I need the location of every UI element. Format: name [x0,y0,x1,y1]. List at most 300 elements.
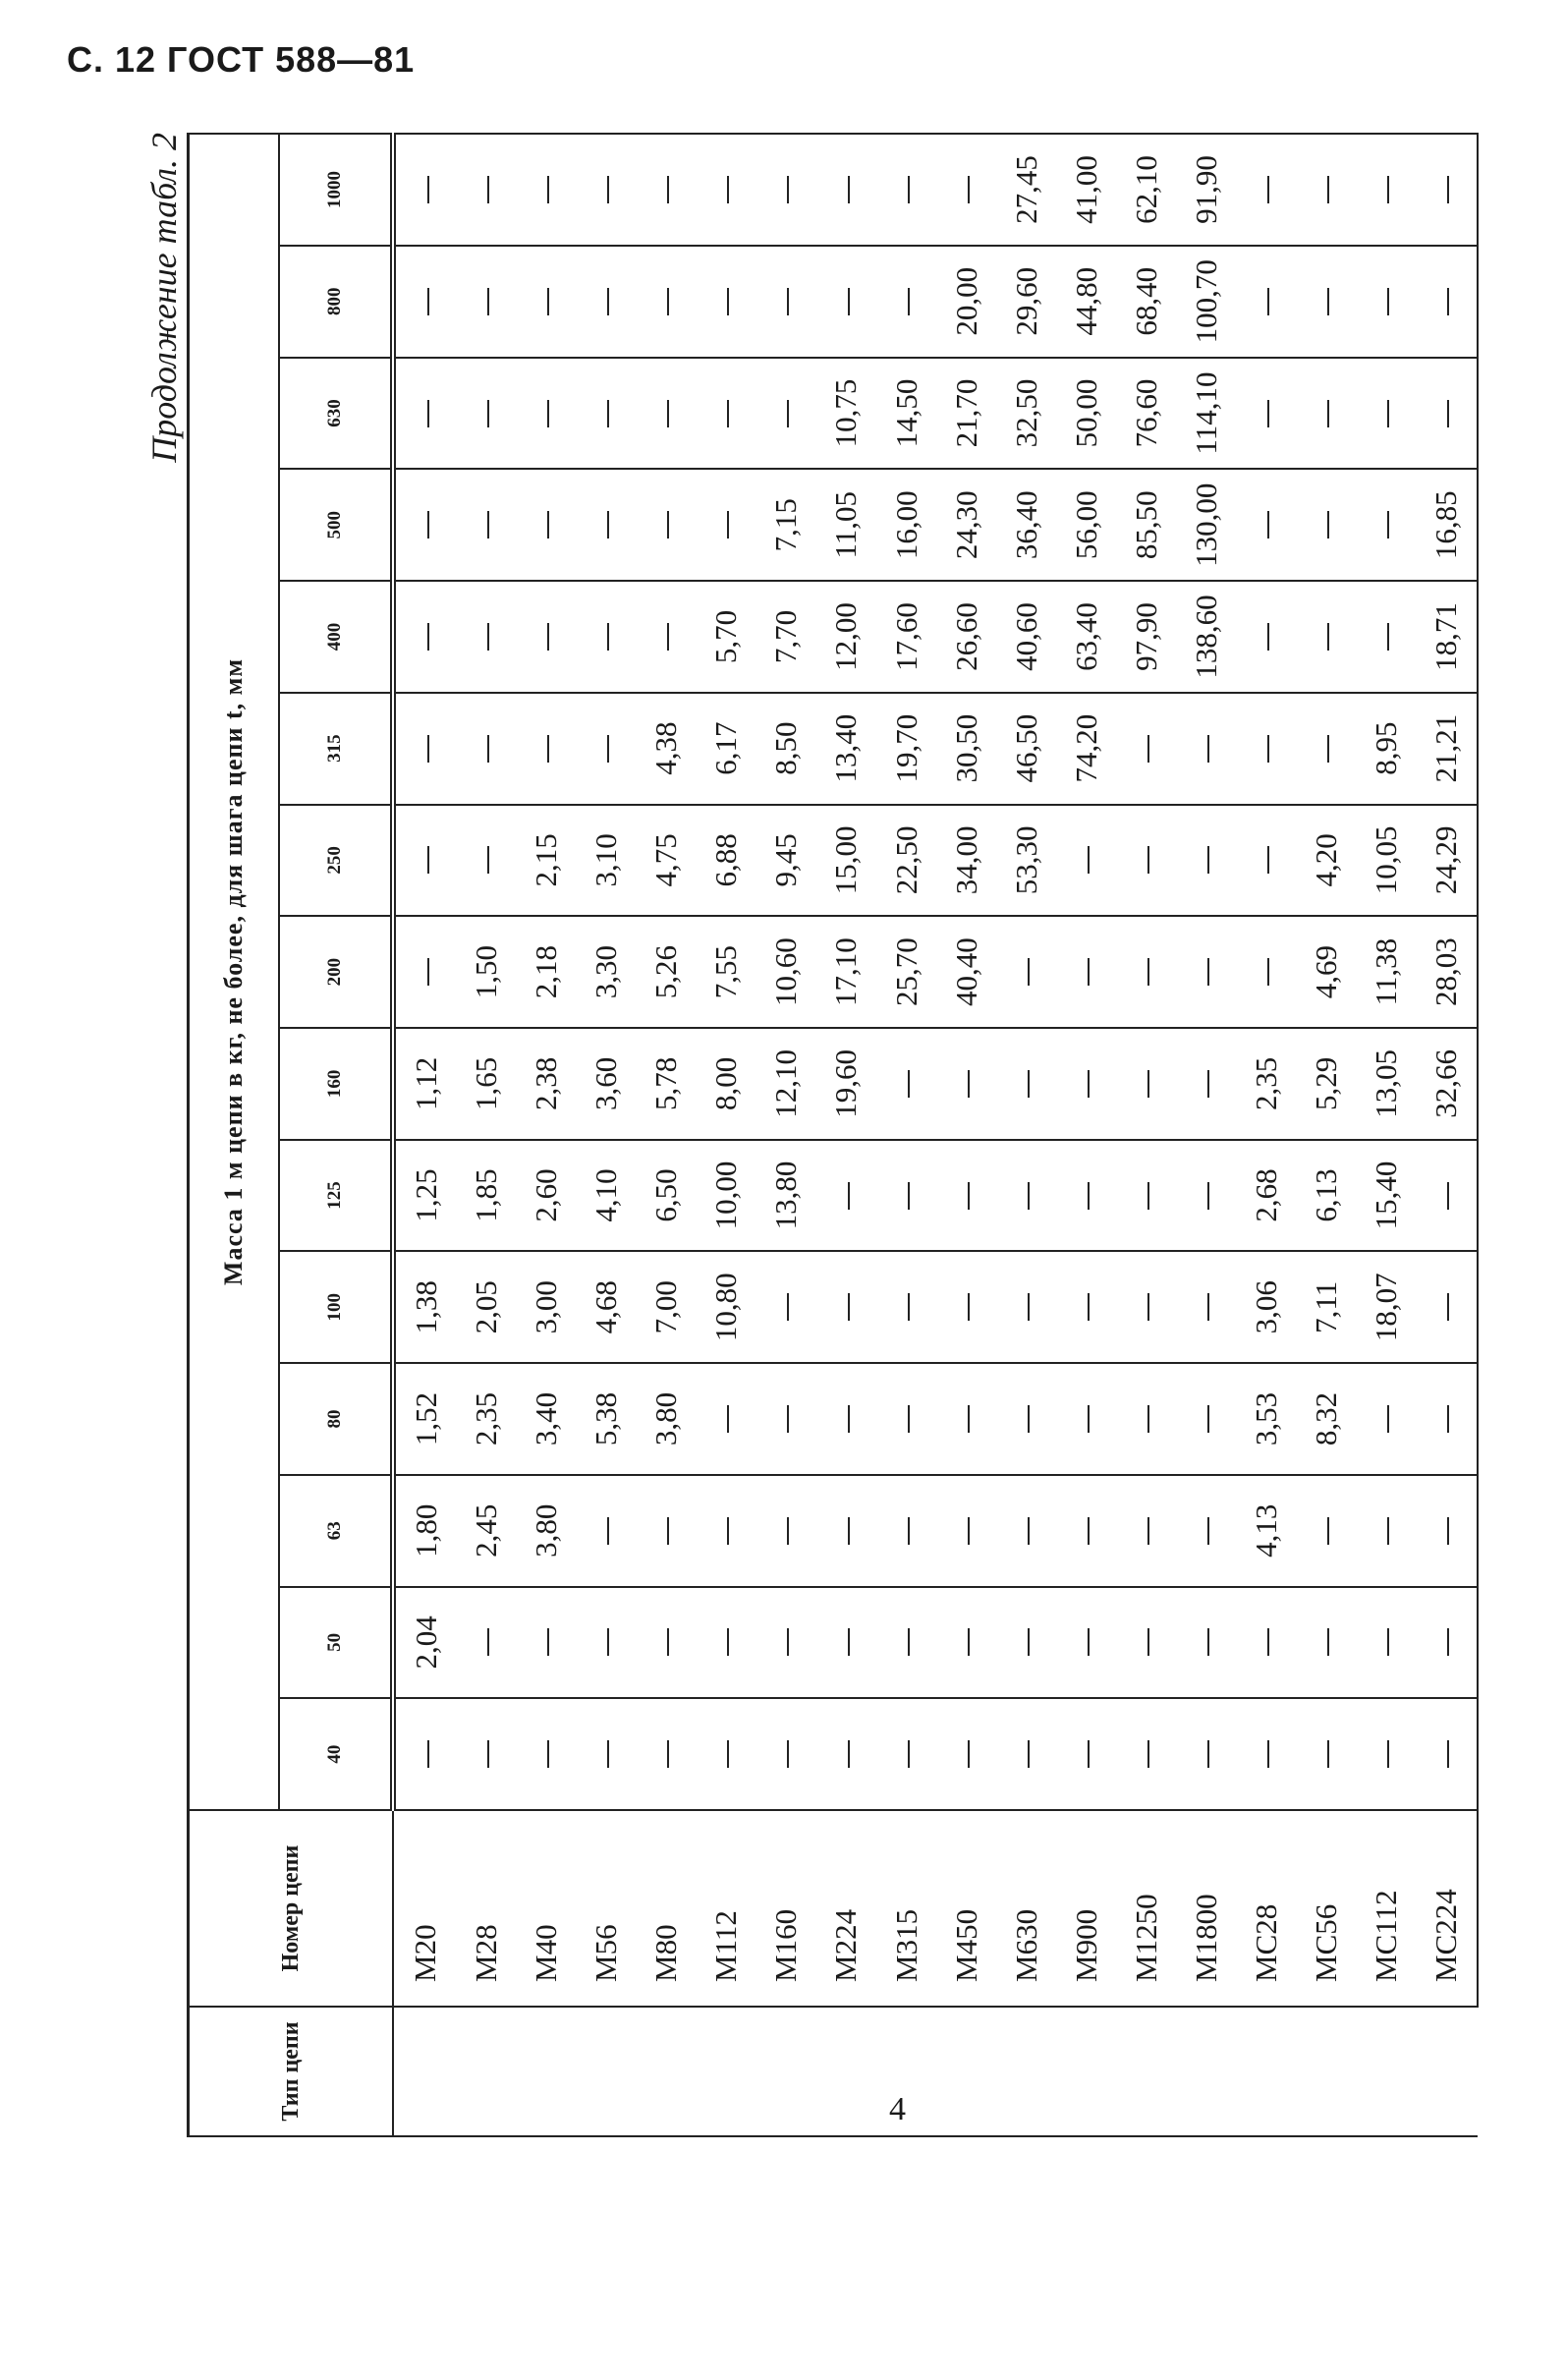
dash-mark [607,1517,609,1545]
empty-dash-cell [697,246,756,358]
dash-mark [1447,400,1449,427]
dash-mark [1088,1070,1090,1098]
dash-mark [968,1405,970,1433]
dash-mark [1207,735,1209,763]
dash-mark [1327,735,1329,763]
mass-value-cell: 36,40 [996,469,1056,581]
mass-value-cell: 4,69 [1296,916,1356,1028]
mass-value-cell: 7,55 [697,916,756,1028]
dash-mark [547,623,549,651]
empty-dash-cell [1356,134,1416,246]
dash-mark [1267,176,1269,203]
empty-dash-cell [1056,1587,1116,1699]
empty-dash-cell [1176,1363,1236,1475]
dash-mark [1447,1628,1449,1656]
mass-value-cell: 5,78 [637,1028,697,1140]
mass-value-cell: 97,90 [1116,581,1176,693]
empty-dash-cell [816,246,876,358]
table-row [1356,134,1416,2136]
empty-dash-cell [1176,1251,1236,1363]
empty-dash-cell [1056,1475,1116,1587]
mass-value-cell: 4,20 [1296,805,1356,917]
empty-dash-cell [876,1140,936,1252]
empty-dash-cell [393,1698,457,1810]
table-row [577,134,637,2136]
table-row [1236,134,1296,2136]
mass-value-cell: 91,90 [1176,134,1236,246]
empty-dash-cell [1056,1363,1116,1475]
empty-dash-cell [756,1587,816,1699]
empty-dash-cell [1056,805,1116,917]
empty-dash-cell [393,916,457,1028]
dash-mark [848,1628,850,1656]
dash-mark [787,1405,789,1433]
dash-mark [487,735,489,763]
empty-dash-cell [393,805,457,917]
dash-mark [968,1182,970,1210]
empty-dash-cell [1417,246,1478,358]
dash-mark [1088,1293,1090,1321]
empty-dash-cell [637,246,697,358]
dash-mark [1207,846,1209,874]
dash-mark [968,1070,970,1098]
mass-value-cell: 24,29 [1417,805,1478,917]
dash-mark [427,288,429,315]
dash-mark [848,1405,850,1433]
empty-dash-cell [1176,1698,1236,1810]
mass-value-cell: 2,15 [517,805,577,917]
dash-mark [1147,1628,1149,1656]
empty-dash-cell [1356,1698,1416,1810]
chain-number-cell: МС224 [1417,1810,1478,2007]
chain-number-cell: М20 [393,1810,457,2007]
dash-mark [547,1740,549,1768]
empty-dash-cell [996,1587,1056,1699]
mass-value-cell: 21,70 [936,358,996,470]
mass-value-cell: 5,26 [637,916,697,1028]
empty-dash-cell [577,581,637,693]
empty-dash-cell [697,1363,756,1475]
dash-mark [1147,1293,1149,1321]
dash-mark [727,400,729,427]
dash-mark [487,623,489,651]
empty-dash-cell [876,134,936,246]
dash-mark [1387,1517,1389,1545]
empty-dash-cell [1356,469,1416,581]
empty-dash-cell [457,805,517,917]
page-number: 4 [889,2091,906,2127]
dash-mark [908,176,910,203]
dash-mark [848,1740,850,1768]
empty-dash-cell [697,1475,756,1587]
pitch-header: 80 [279,1363,393,1475]
empty-dash-cell [393,134,457,246]
empty-dash-cell [816,1363,876,1475]
mass-value-cell: 3,10 [577,805,637,917]
empty-dash-cell [393,469,457,581]
dash-mark [1267,1740,1269,1768]
dash-mark [667,1740,669,1768]
mass-value-cell: 44,80 [1056,246,1116,358]
empty-dash-cell [517,693,577,805]
mass-value-cell: 6,13 [1296,1140,1356,1252]
empty-dash-cell [577,1587,637,1699]
mass-value-cell: 2,68 [1236,1140,1296,1252]
dash-mark [1327,1740,1329,1768]
pitch-header: 200 [279,916,393,1028]
dash-mark [607,1740,609,1768]
empty-dash-cell [996,916,1056,1028]
mass-value-cell: 6,50 [637,1140,697,1252]
dash-mark [1267,958,1269,986]
dash-mark [1327,400,1329,427]
mass-value-cell: 5,29 [1296,1028,1356,1140]
empty-dash-cell [1236,1698,1296,1810]
empty-dash-cell [577,693,637,805]
table-row [876,134,936,2136]
dash-mark [487,1628,489,1656]
mass-value-cell: 2,35 [1236,1028,1296,1140]
pitch-header: 800 [279,246,393,358]
dash-mark [1447,1182,1449,1210]
empty-dash-cell [1116,1251,1176,1363]
table-row [1417,134,1478,2136]
empty-dash-cell [1417,1475,1478,1587]
empty-dash-cell [1296,134,1356,246]
dash-mark [487,288,489,315]
dash-mark [1088,1517,1090,1545]
chain-number-cell: М315 [876,1810,936,2007]
dash-mark [1147,735,1149,763]
dash-mark [487,176,489,203]
mass-value-cell: 50,00 [1056,358,1116,470]
empty-dash-cell [1296,358,1356,470]
dash-mark [427,735,429,763]
dash-mark [547,1628,549,1656]
mass-value-cell: 12,10 [756,1028,816,1140]
dash-mark [547,288,549,315]
empty-dash-cell [457,358,517,470]
empty-dash-cell [637,134,697,246]
empty-dash-cell [936,134,996,246]
mass-value-cell: 12,00 [816,581,876,693]
dash-mark [1447,176,1449,203]
empty-dash-cell [876,1698,936,1810]
pitch-header: 125 [279,1140,393,1252]
empty-dash-cell [517,358,577,470]
mass-value-cell: 5,70 [697,581,756,693]
mass-value-cell: 13,05 [1356,1028,1416,1140]
empty-dash-cell [1417,134,1478,246]
mass-value-cell: 2,60 [517,1140,577,1252]
dash-mark [1207,1405,1209,1433]
empty-dash-cell [1176,1140,1236,1252]
empty-dash-cell [457,469,517,581]
empty-dash-cell [1056,1698,1116,1810]
chain-number-cell: М900 [1056,1810,1116,2007]
empty-dash-cell [517,469,577,581]
empty-dash-cell [996,1475,1056,1587]
dash-mark [908,1182,910,1210]
dash-mark [487,400,489,427]
dash-mark [1327,511,1329,538]
dash-mark [1267,846,1269,874]
dash-mark [1327,288,1329,315]
empty-dash-cell [697,1698,756,1810]
table-row [517,134,577,2136]
empty-dash-cell [756,358,816,470]
mass-value-cell: 18,07 [1356,1251,1416,1363]
mass-value-cell: 3,40 [517,1363,577,1475]
dash-mark [787,288,789,315]
mass-value-cell: 19,70 [876,693,936,805]
dash-mark [667,176,669,203]
empty-dash-cell [876,1587,936,1699]
dash-mark [1327,623,1329,651]
empty-dash-cell [1296,693,1356,805]
mass-value-cell: 8,95 [1356,693,1416,805]
empty-dash-cell [577,358,637,470]
empty-dash-cell [1056,916,1116,1028]
empty-dash-cell [936,1140,996,1252]
mass-value-cell: 13,40 [816,693,876,805]
pitch-header: 315 [279,693,393,805]
dash-mark [427,958,429,986]
dash-mark [1028,958,1030,986]
dash-mark [1387,288,1389,315]
empty-dash-cell [1116,1475,1176,1587]
empty-dash-cell [393,358,457,470]
dash-mark [667,1628,669,1656]
dash-mark [727,1517,729,1545]
chain-number-cell: М28 [457,1810,517,2007]
mass-value-cell: 46,50 [996,693,1056,805]
dash-mark [908,1740,910,1768]
empty-dash-cell [756,1251,816,1363]
dash-mark [787,1740,789,1768]
empty-dash-cell [697,358,756,470]
empty-dash-cell [697,469,756,581]
dash-mark [1447,288,1449,315]
mass-value-cell: 11,38 [1356,916,1416,1028]
mass-value-cell: 3,06 [1236,1251,1296,1363]
empty-dash-cell [1417,1698,1478,1810]
dash-mark [727,1740,729,1768]
mass-value-cell: 1,85 [457,1140,517,1252]
dash-mark [1327,1628,1329,1656]
dash-mark [667,623,669,651]
empty-dash-cell [876,1363,936,1475]
empty-dash-cell [756,1475,816,1587]
empty-dash-cell [996,1251,1056,1363]
chain-number-cell: М224 [816,1810,876,2007]
dash-mark [787,400,789,427]
mass-value-cell: 17,60 [876,581,936,693]
mass-value-cell: 32,66 [1417,1028,1478,1140]
pitch-header: 160 [279,1028,393,1140]
table-row [1116,134,1176,2136]
dash-mark [908,1517,910,1545]
mass-value-cell: 29,60 [996,246,1056,358]
empty-dash-cell [1356,358,1416,470]
empty-dash-cell [996,1140,1056,1252]
empty-dash-cell [936,1587,996,1699]
mass-value-cell: 3,53 [1236,1363,1296,1475]
dash-mark [727,1628,729,1656]
mass-value-cell: 7,15 [756,469,816,581]
dash-mark [607,511,609,538]
dash-mark [1088,958,1090,986]
mass-value-cell: 2,38 [517,1028,577,1140]
mass-value-cell: 16,00 [876,469,936,581]
empty-dash-cell [876,1028,936,1140]
empty-dash-cell [577,246,637,358]
mass-value-cell: 1,50 [457,916,517,1028]
dash-mark [427,176,429,203]
rotated-content [138,133,1479,2137]
dash-mark [487,1740,489,1768]
empty-dash-cell [577,1698,637,1810]
dash-mark [1088,1740,1090,1768]
empty-dash-cell [457,134,517,246]
mass-value-cell: 11,05 [816,469,876,581]
dash-mark [1267,1628,1269,1656]
chain-type-header: Тип цепи [189,2007,394,2136]
empty-dash-cell [1236,581,1296,693]
dash-mark [727,511,729,538]
empty-dash-cell [816,1251,876,1363]
chain-number-cell: М40 [517,1810,577,2007]
mass-value-cell: 3,60 [577,1028,637,1140]
empty-dash-cell [1116,805,1176,917]
mass-value-cell: 16,85 [1417,469,1478,581]
dash-mark [1207,1517,1209,1545]
empty-dash-cell [517,581,577,693]
dash-mark [607,1628,609,1656]
dash-mark [1088,1628,1090,1656]
table-row [457,134,517,2136]
dash-mark [908,1070,910,1098]
mass-value-cell: 62,10 [1116,134,1176,246]
mass-value-cell: 4,13 [1236,1475,1296,1587]
empty-dash-cell [577,1475,637,1587]
empty-dash-cell [1056,1251,1116,1363]
mass-value-cell: 1,12 [393,1028,457,1140]
dash-mark [1387,400,1389,427]
dash-mark [848,1182,850,1210]
dash-mark [1207,1070,1209,1098]
mass-value-cell: 76,60 [1116,358,1176,470]
empty-dash-cell [517,1587,577,1699]
dash-mark [427,511,429,538]
chain-number-cell: М630 [996,1810,1056,2007]
mass-value-cell: 114,10 [1176,358,1236,470]
table-caption: Продолжение табл. 2 [144,133,184,463]
table-row [1296,134,1356,2136]
mass-value-cell: 2,45 [457,1475,517,1587]
mass-value-cell: 18,71 [1417,581,1478,693]
mass-value-cell: 6,17 [697,693,756,805]
mass-value-cell: 130,00 [1176,469,1236,581]
mass-value-cell: 10,80 [697,1251,756,1363]
dash-mark [667,400,669,427]
dash-mark [968,1517,970,1545]
dash-mark [848,1293,850,1321]
dash-mark [487,511,489,538]
empty-dash-cell [1176,805,1236,917]
dash-mark [968,1293,970,1321]
mass-value-cell: 3,80 [517,1475,577,1587]
empty-dash-cell [1356,1475,1416,1587]
dash-mark [607,400,609,427]
dash-mark [727,1405,729,1433]
mass-value-cell: 3,80 [637,1363,697,1475]
mass-value-cell: 24,30 [936,469,996,581]
pitch-header: 630 [279,358,393,470]
empty-dash-cell [756,246,816,358]
chain-number-header: Номер цепи [189,1810,394,2007]
dash-mark [1147,1740,1149,1768]
mass-header: Масса 1 м цепи в кг, не более, для шага цепи t, мм [189,134,280,1810]
dash-mark [1207,1182,1209,1210]
empty-dash-cell [936,1028,996,1140]
dash-mark [1387,1740,1389,1768]
dash-mark [607,735,609,763]
empty-dash-cell [1417,358,1478,470]
mass-value-cell: 22,50 [876,805,936,917]
empty-dash-cell [1236,134,1296,246]
table-row [756,134,816,2136]
dash-mark [427,846,429,874]
pitch-header: 250 [279,805,393,917]
empty-dash-cell [876,246,936,358]
empty-dash-cell [936,1475,996,1587]
empty-dash-cell [876,1475,936,1587]
dash-mark [547,511,549,538]
mass-value-cell: 14,50 [876,358,936,470]
mass-value-cell: 138,60 [1176,581,1236,693]
mass-value-cell: 63,40 [1056,581,1116,693]
dash-mark [787,1628,789,1656]
mass-value-cell: 13,80 [756,1140,816,1252]
table-row [1056,134,1116,2136]
mass-value-cell: 74,20 [1056,693,1116,805]
mass-value-cell: 40,60 [996,581,1056,693]
chain-mass-table [187,133,1479,2137]
empty-dash-cell [457,246,517,358]
empty-dash-cell [1296,246,1356,358]
dash-mark [1028,1293,1030,1321]
dash-mark [1327,1517,1329,1545]
dash-mark [1387,623,1389,651]
empty-dash-cell [1356,1363,1416,1475]
mass-value-cell: 1,52 [393,1363,457,1475]
dash-mark [848,1517,850,1545]
mass-value-cell: 25,70 [876,916,936,1028]
mass-value-cell: 19,60 [816,1028,876,1140]
empty-dash-cell [996,1363,1056,1475]
mass-value-cell: 2,04 [393,1587,457,1699]
dash-mark [727,176,729,203]
empty-dash-cell [1236,246,1296,358]
empty-dash-cell [393,693,457,805]
dash-mark [848,288,850,315]
empty-dash-cell [816,1140,876,1252]
dash-mark [1387,1628,1389,1656]
chain-number-cell: М112 [697,1810,756,2007]
empty-dash-cell [1236,1587,1296,1699]
dash-mark [1028,1182,1030,1210]
